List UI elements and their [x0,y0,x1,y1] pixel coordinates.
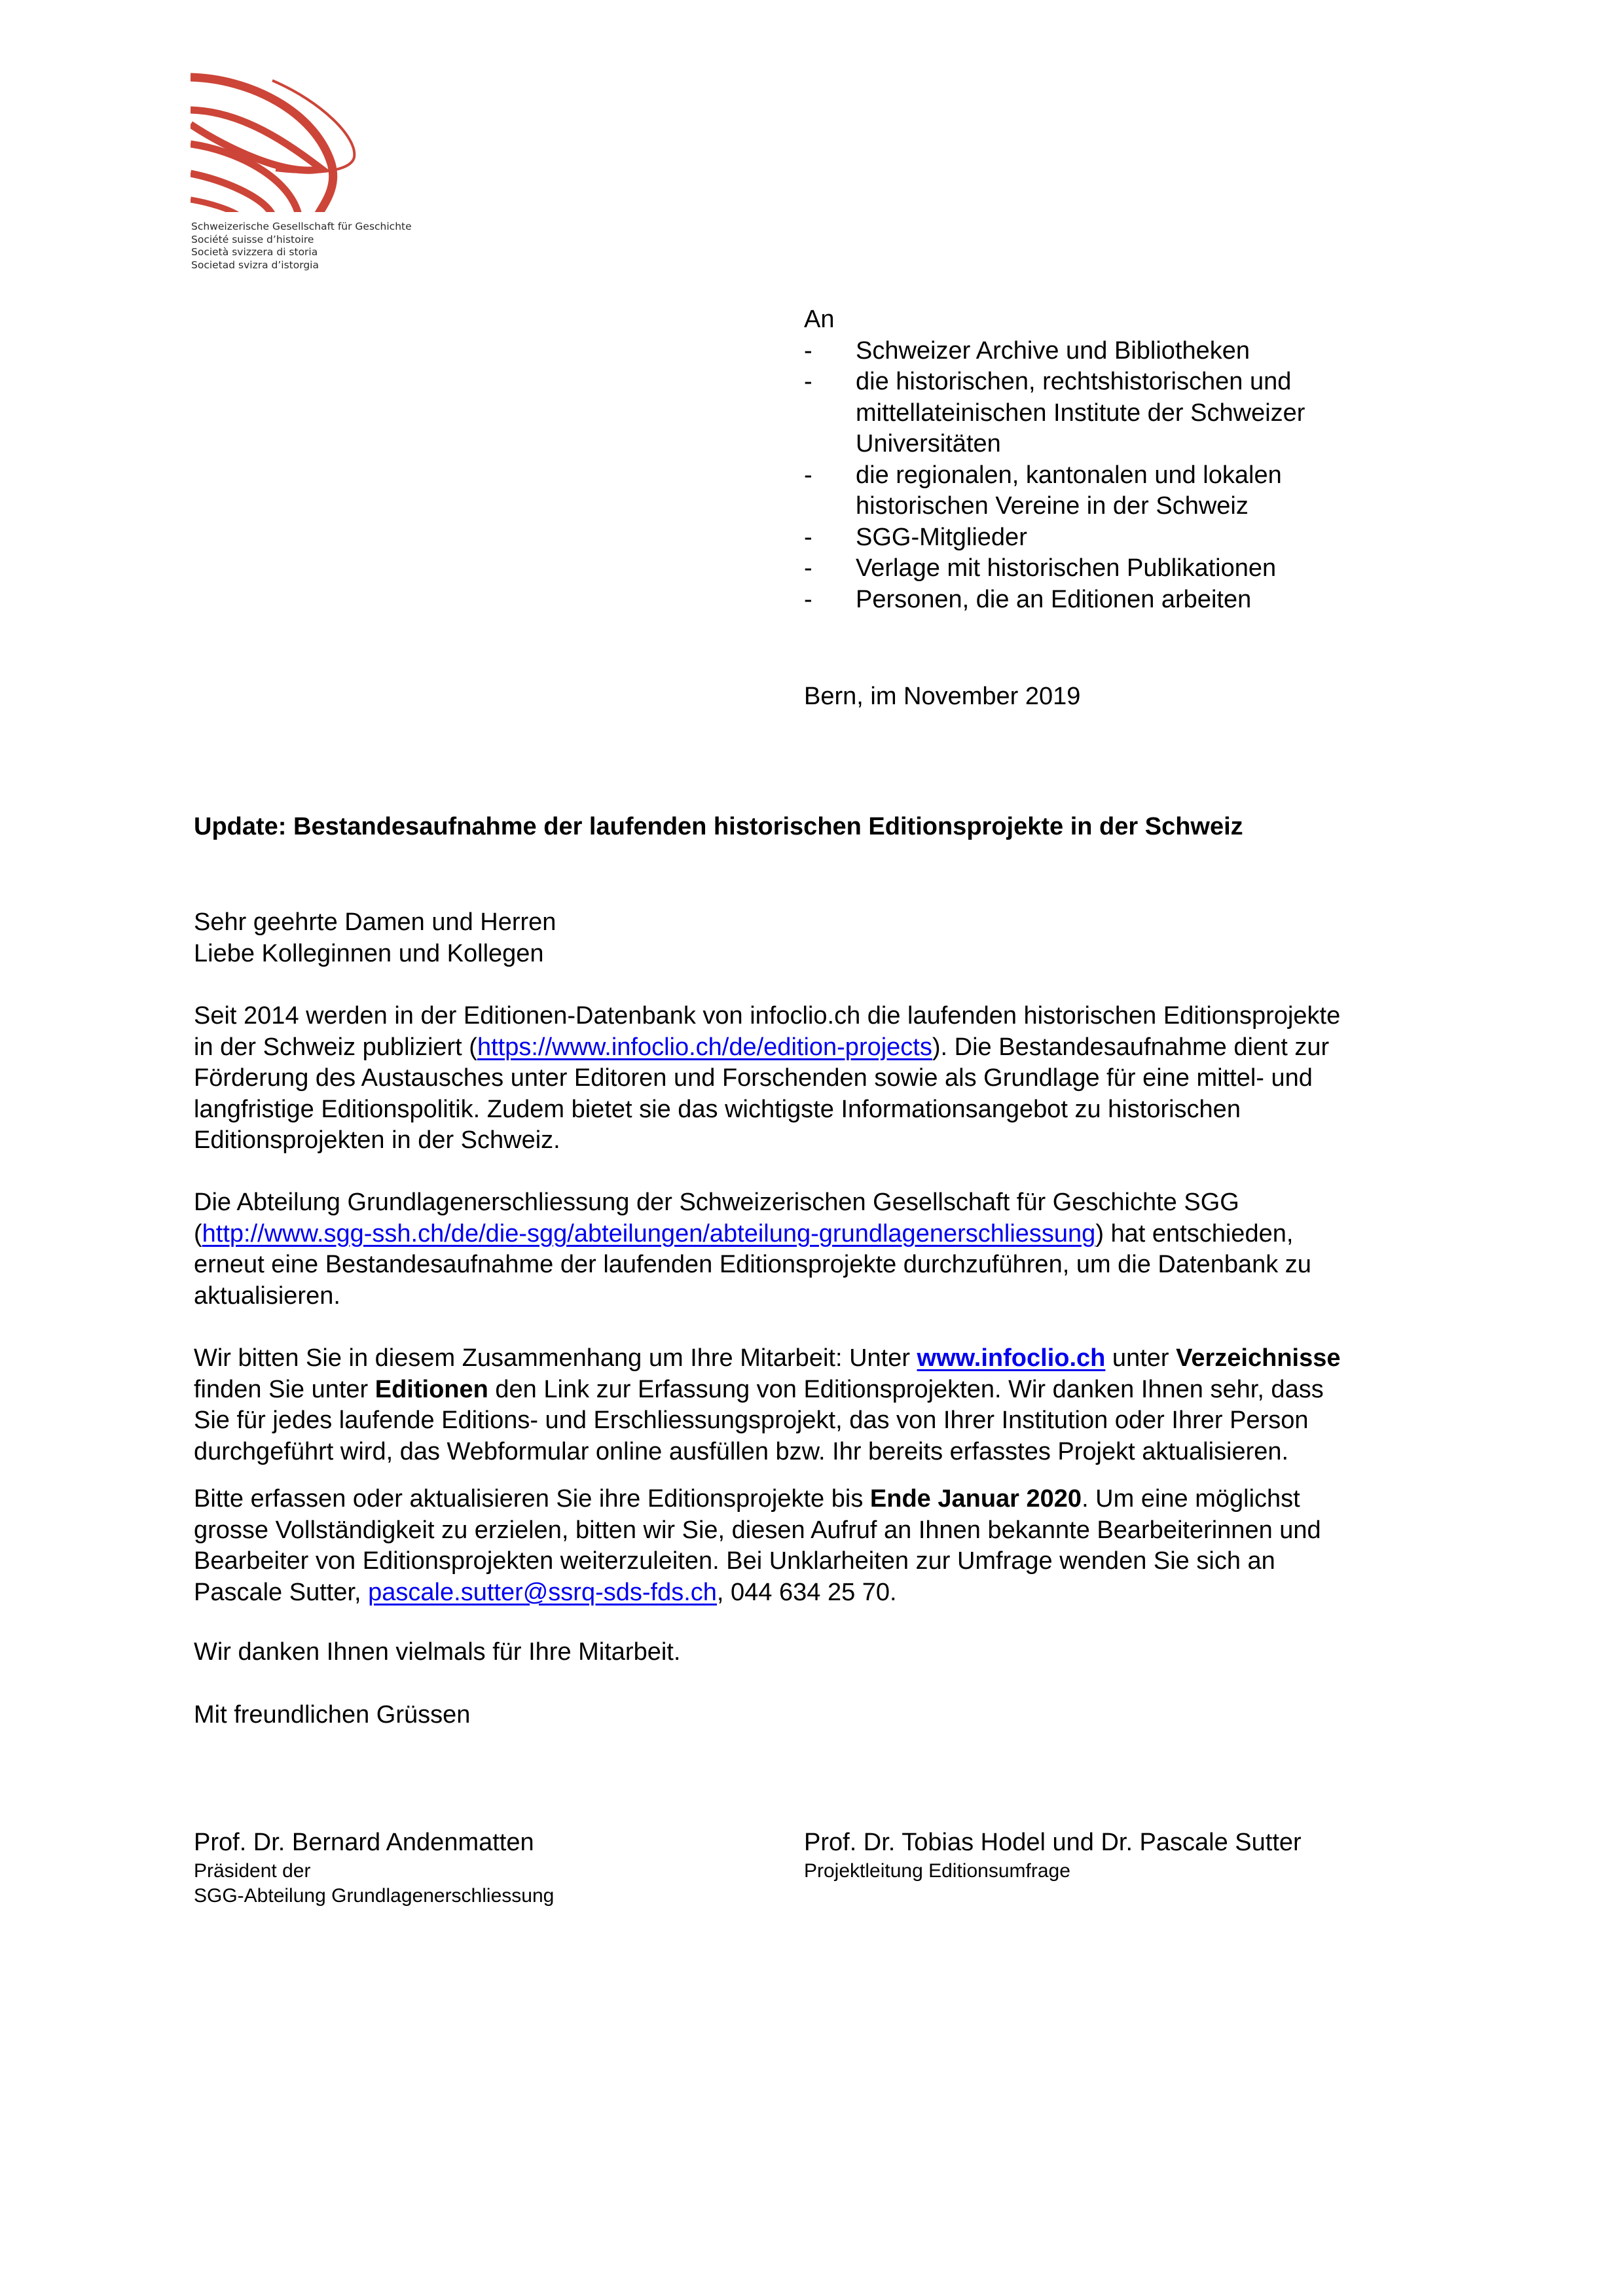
signature-role: Präsident der SGG-Abteilung Grundlagenerschliessung [194,1860,555,1907]
infoclio-home-link[interactable]: www.infoclio.ch [917,1344,1106,1372]
salutation-line: Sehr geehrte Damen und Herren [194,908,556,936]
contact-email-link[interactable]: pascale.sutter@ssrq-sds-fds.ch [368,1578,717,1606]
recipient-item: - SGG-Mitglieder [804,522,1305,554]
paragraph-intro: Seit 2014 werden in der Editionen-Datenbank von infoclio.ch die laufenden historischen Editionsprojekte in der Schweiz publiziert (https://www.infoclio.ch/de/edition-projects). Die Bestandesaufnahme dient zur Förderung des Austausches unter Editoren und Forschenden sowie als Grundlage für eine mittel- und langfristige Editionspolitik. Zudem bietet sie das wichtigste Informationsangebot zu historischen Editionsprojekten in der Schweiz. [194,1002,1341,1154]
org-name-de: Schweizerische Gesellschaft für Geschichte [191,221,412,232]
signature-name: Prof. Dr. Tobias Hodel und Dr. Pascale Sutter [804,1829,1302,1856]
sgg-logo-icon [191,72,361,216]
salutation [194,907,556,969]
bullet-dash: - [804,523,812,551]
closing-line: Mit freundlichen Grüssen [194,1701,471,1729]
org-name-block [191,221,412,272]
sgg-department-link[interactable]: http://www.sgg-ssh.ch/de/die-sgg/abteilungen/abteilung-grundlagenerschliessung [202,1219,1096,1247]
recipient-item: - Personen, die an Editionen arbeiten [804,584,1305,616]
salutation-line: Liebe Kolleginnen und Kollegen [194,939,544,967]
bullet-dash: - [804,336,812,365]
recipient-item: - Schweizer Archive und Bibliotheken [804,336,1305,367]
recipient-intro: An [804,306,835,333]
org-name-it: Società svizzera di storia [191,246,318,258]
paragraph-decision: Die Abteilung Grundlagenerschliessung der Schweizerischen Gesellschaft für Geschichte SGG (http://www.sgg-ssh.ch/de/die-sgg/abteilungen/abteilung-grundlagenerschliessung) hat entschieden, erneut eine Bestandesaufnahme der laufenden Editionsprojekte durchzuführen, um die Datenbank zu aktualisieren. [194,1189,1311,1310]
recipient-item: - Verlage mit historischen Publikationen [804,553,1305,584]
recipient-item: - die historischen, rechtshistorischen und mittellateinischen Institute der Schweizer Universitäten [804,368,1305,457]
org-name-fr: Société suisse d’histoire [191,233,314,245]
signature-name: Prof. Dr. Bernard Andenmatten [194,1829,534,1856]
bullet-dash: - [804,554,812,582]
paragraph-deadline: Bitte erfassen oder aktualisieren Sie ihre Editionsprojekte bis Ende Januar 2020. Um eine möglichst grosse Vollständigkeit zu erzielen, bitten wir Sie, diesen Aufruf an Ihnen bekannte Bearbeiterinnen und Bearbeiter von Editionsprojekten weiterzuleiten. Bei Unklarheiten zur Umfrage wenden Sie sich an Pascale Sutter, pascale.sutter@ssrq-sds-fds.ch, 044 634 25 70. [194,1485,1321,1606]
org-name-rm: Societad svizra d’istorgia [191,259,319,271]
bullet-dash: - [804,461,812,489]
place-date: Bern, im November 2019 [804,683,1081,710]
infoclio-editions-link[interactable]: https://www.infoclio.ch/de/edition-projects [477,1033,932,1061]
subject-heading: Update: Bestandesaufnahme der laufenden historischen Editionsprojekte in der Schweiz [194,813,1243,840]
bullet-dash: - [804,368,812,395]
thanks-line: Wir danken Ihnen vielmals für Ihre Mitarbeit. [194,1638,681,1666]
recipient-block [804,304,1305,615]
paragraph-request: Wir bitten Sie in diesem Zusammenhang um Ihre Mitarbeit: Unter www.infoclio.ch unter Verzeichnisse finden Sie unter Editionen den Link zur Erfassung von Editionsprojekten. Wir danken Ihnen sehr, dass Sie für jedes laufende Editions- und Erschliessungsprojekt, das von Ihrer Institution oder Ihrer Person durchgeführt wird, das Webformular online ausfüllen bzw. Ihr bereits erfasstes Projekt aktualisieren. [194,1344,1341,1465]
signature-role: Projektleitung Editionsumfrage [804,1860,1070,1882]
recipient-item: - die regionalen, kantonalen und lokalen historischen Vereine in der Schweiz [804,461,1282,520]
bullet-dash: - [804,585,812,613]
